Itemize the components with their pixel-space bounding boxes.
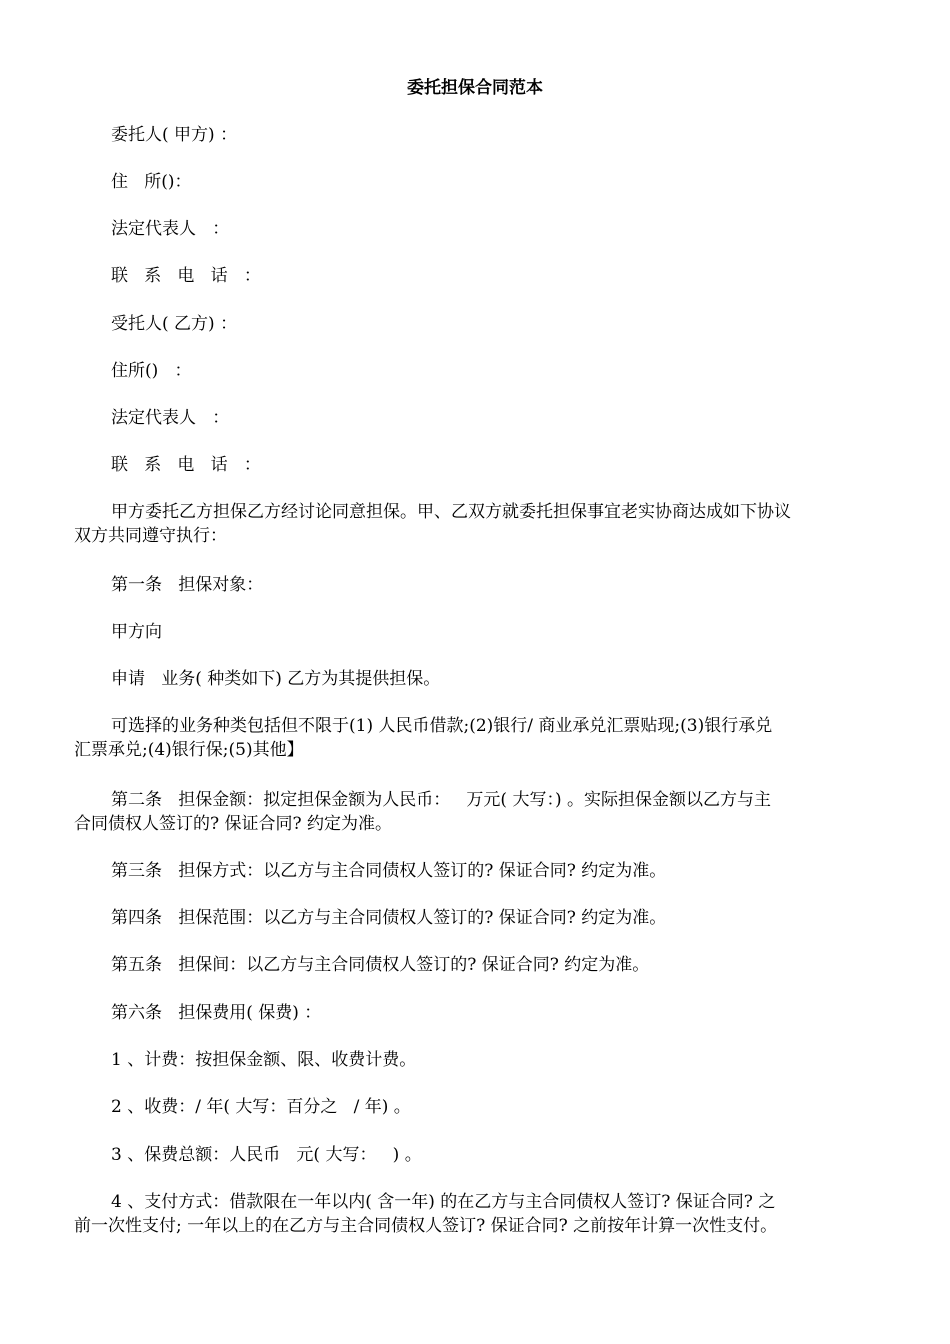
fee-item-1: 1 、计费：按担保金额、限、收费计费。 — [111, 1050, 417, 1070]
preamble-line-2: 双方共同遵守执行： — [74, 526, 227, 546]
preamble-line-1: 甲方委托乙方担保乙方经讨论同意担保。甲、乙双方就委托担保事宜老实协商达成如下协议 — [111, 502, 791, 522]
principal-phone-label: 联 系 电 话 ： — [111, 266, 261, 286]
agent-address-label: 住所() ： — [111, 361, 192, 381]
fee-item-4-paragraph — [74, 1190, 880, 1238]
article-4-line: 第四条 担保范围：以乙方与主合同债权人签订的? 保证合同? 约定为准。 — [111, 908, 667, 928]
article-2-paragraph — [74, 788, 880, 836]
business-types-line-2: 汇票承兑;(4)银行保;(5)其他】 — [74, 740, 304, 760]
business-types-paragraph — [74, 714, 880, 762]
article-1-heading: 第一条 担保对象： — [111, 575, 264, 595]
business-types-line-1: 可选择的业务种类包括但不限于(1) 人民币借款;(2)银行/ 商业承兑汇票贴现;(3)银行承兑 — [111, 716, 773, 736]
principal-party-label: 委托人( 甲方) ： — [111, 125, 238, 145]
article-6-heading: 第六条 担保费用( 保费) ： — [111, 1003, 322, 1023]
fee-item-3: 3 、保费总额：人民币 元( 大写： ) 。 — [111, 1145, 422, 1165]
document-title: 委托担保合同范本 — [407, 78, 543, 98]
fee-item-4-line-1: 4 、支付方式：借款限在一年以内( 含一年) 的在乙方与主合同债权人签订? 保证合同? 之 — [111, 1192, 776, 1212]
article-1-party-line: 甲方向 — [111, 622, 162, 642]
preamble-paragraph — [74, 500, 880, 548]
article-3-line: 第三条 担保方式：以乙方与主合同债权人签订的? 保证合同? 约定为准。 — [111, 861, 667, 881]
article-2-line-2: 合同债权人签订的? 保证合同? 约定为准。 — [74, 814, 393, 834]
article-1-application-line: 申请 业务( 种类如下) 乙方为其提供担保。 — [111, 669, 441, 689]
agent-legal-rep-label: 法定代表人 ： — [111, 408, 230, 428]
fee-item-2: 2 、收费：/ 年( 大写：百分之 / 年) 。 — [111, 1097, 411, 1117]
agent-party-label: 受托人( 乙方) ： — [111, 314, 238, 334]
principal-legal-rep-label: 法定代表人 ： — [111, 219, 230, 239]
fee-item-4-line-2: 前一次性支付; 一年以上的在乙方与主合同债权人签订? 保证合同? 之前按年计算一次性支付。 — [74, 1216, 778, 1236]
article-2-line-1: 第二条 担保金额：拟定担保金额为人民币： 万元( 大写：) 。实际担保金额以乙方与主 — [111, 790, 771, 810]
agent-phone-label: 联 系 电 话 ： — [111, 455, 261, 475]
principal-address-label: 住 所()： — [111, 172, 192, 192]
article-5-line: 第五条 担保间：以乙方与主合同债权人签订的? 保证合同? 约定为准。 — [111, 955, 650, 975]
